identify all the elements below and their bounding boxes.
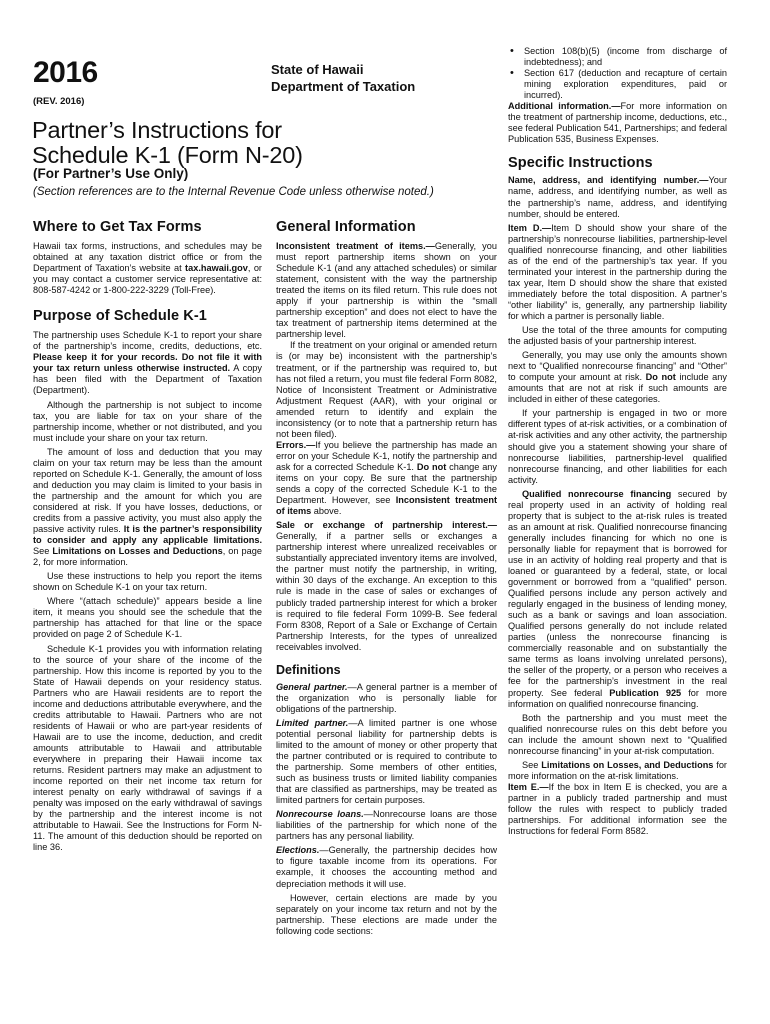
heading-specific-instructions: Specific Instructions xyxy=(508,155,653,172)
title-line-2: Schedule K-1 (Form N-20) xyxy=(32,142,303,168)
title-line-1: Partner’s Instructions for xyxy=(32,117,282,143)
paragraph-purpose-5: Where “(attach schedule)” appears beside a line item, it means you should see the schedule that the partnership has attached for that line or the space provided on page 2 of Schedule K-1. xyxy=(33,596,262,640)
paragraph-errors: Errors.—If you believe the partnership has made an error on your Schedule K-1, notify the partnership and ask for a corrected Schedule K-1. Do not change any items on your copy. Be sure that the partnership sends a copy of the corrected Schedule K-1 to the Department. However, see Inconsistent treatment of items above. xyxy=(276,439,498,517)
column-left xyxy=(33,219,262,853)
paragraph-limited-partner: Limited partner.—A limited partner is one whose potential personal liability for partnership debts is limited to the amount of money or other property that the partner contributed or is required to contribute to the partnership. Some members of other entities, such as business trusts or limited liability companies that are classified as partnerships, may be treated as limited partners for certain purposes. xyxy=(276,717,497,806)
election-code-list xyxy=(508,46,727,101)
paragraph-nonrecourse-loans: Nonrecourse loans.—Nonrecourse loans are those liabilities of the partnership for which none of the partners has any personal liability. xyxy=(276,809,497,842)
column-right xyxy=(508,46,727,837)
column-middle xyxy=(276,219,497,937)
list-item: • Section 108(b)(5) (income from discharge of indebtedness); and xyxy=(508,46,727,68)
heading-definitions: Definitions xyxy=(276,662,341,677)
revision-label: (REV. 2016) xyxy=(33,96,85,107)
paragraph-see-limitations: See Limitations on Losses, and Deductions for more information on the at-risk limitations. xyxy=(508,759,727,781)
agency-state: State of Hawaii xyxy=(271,62,364,77)
agency-department: Department of Taxation xyxy=(271,79,416,94)
website-link[interactable]: tax.hawaii.gov xyxy=(185,263,248,274)
paragraph-name-address: Name, address, and identifying number.—Your name, address, and identifying number, as well as the partnership’s name, address, and identifying number, should be entered. xyxy=(508,175,727,219)
paragraph-inconsistent-treatment: Inconsistent treatment of items.—Generally, you must report partnership items shown on your Schedule K-1 (and any attached schedules) or similar statement, consistent with the way the partnership treated the items on its filed return. This rule does not apply if your partnership is within the “small partnership exception” and does not elect to have the tax treatment of partnership items determined at the partnership level. xyxy=(276,241,497,340)
paragraph-inconsistent-treatment-2: If the treatment on your original or amended return is (or may be) inconsistent with the partnership’s treatment, or if the partnership was required to, but has not filed a return, you must file federal Form 8082, Notice of Inconsistent Treatment or Administrative Adjustment Request (AAR), with your original or amended return to identify and explain the inconsistency (or to note that a partnership return has not been filed). xyxy=(276,340,497,439)
paragraph-sale-or-exchange: Sale or exchange of partnership interest.—Generally, if a partner sells or exchanges a partnership interest where unrealized receivables or substantially appreciated inventory items are involved, the partner must notify the partnership, in writing, within 30 days of the exchange. An exception to this rule is made in the case of sales or exchanges of publicly traded partnership interest for which a broker is required to file federal Form 1099-B. See federal Form 8308, Report of a Sale or Exchange of Certain Partnership Interests, for the types of unrealized receivables involved. xyxy=(276,520,497,652)
paragraph-both-partnership: Both the partnership and you must meet the qualified nonrecourse rules on this debt before you can include the amount shown next to “Qualified nonrecourse financing” in your at-risk computation. xyxy=(508,712,727,756)
heading-general-information: General Information xyxy=(276,219,416,235)
paragraph-item-d: Item D.—Item D should show your share of the partnership’s nonrecourse liabilities, partnership-level qualified nonrecourse financing, and other liabilities as of the end of the partnership’s tax year. If you terminated your interest in the partnership during the tax year, Item D should show the share that existed immediately before the total disposition. A partner’s “other liability” is, generally, any partnership liability for which a partner is personally liable. xyxy=(508,222,727,321)
page-subtitle: (For Partner’s Use Only) xyxy=(33,166,189,181)
list-item: • Section 617 (deduction and recapture of certain mining exploration expenditures, paid or incurred). xyxy=(508,68,727,101)
paragraph-elections: Elections.—Generally, the partnership decides how to figure taxable income from its operations. For example, it chooses the accounting method and depreciation methods it will use. xyxy=(276,845,497,889)
paragraph-item-d-4: If your partnership is engaged in two or more different types of at-risk activities, or a combination of at-risk activities and any other activity, the partnership should give you a statement showing your share of nonrecourse liabilities, partnership-level qualified nonrecourse financing, and other liabilities for each activity. xyxy=(508,408,727,485)
heading-purpose: Purpose of Schedule K-1 xyxy=(33,308,207,325)
paragraph-elections-2: However, certain elections are made by you separately on your income tax return and not by the partnership. These elections are made under the following code sections: xyxy=(276,892,497,936)
paragraph-purpose-1: The partnership uses Schedule K-1 to report your share of the partnership’s income, credits, deductions, etc. Please keep it for your records. Do not file it with your tax return unless otherwise instructed. A copy has been filed with the Department of Taxation (Department). xyxy=(33,330,263,396)
paragraph-qualified-nonrecourse: Qualified nonrecourse financing secured by real property used in an activity of holding real property that is subject to the at-risk rules is treated as an amount at risk. Qualified nonrecourse financing generally includes financing for which no one is personally liable for repayment that is borrowed for use in an activity of holding real property and that is loaned or guaranteed by a federal, state, or local government or borrowed from a “qualified” person. Qualified persons include any person actively and regularly engaged in the business of lending money, such as a bank or savings and loan association. Qualified persons generally do not include related parties (unless the nonrecourse financing is commercially reasonable and on substantially the same terms as loans involving unrelated persons), the seller of the property, or a person who receives a fee for the partnership’s investment in the real property. See federal Publication 925 for more information on qualified nonrecourse financing. xyxy=(508,488,727,709)
heading-where-to-get-tax-forms: Where to Get Tax Forms xyxy=(33,219,202,235)
paragraph-purpose-6: Schedule K-1 provides you with information relating to the source of your share of the income of the partnership. How this income is reported by you to the State of Hawaii depends on your residency status. Partners who are Hawaii residents are to report the income and deductions attributable everywhere, and the credits attributable to Hawaii. Partners who are not residents of Hawaii or who are part-year residents of Hawaii are to use the income, deduction, and credit amounts attributable to Hawaii and attributable everywhere in preparing their Hawaii income tax returns. Resident partners may make an adjustment to income reported on their net income tax return for interest penalty on early withdrawal of savings if a penalty was imposed on the early withdrawal of savings by the partnership and the interest income is not attributable to Hawaii. See the Instructions for Form N-11. The amount of this deduction should be reported on line 36. xyxy=(33,643,262,853)
paragraph-additional-information: Additional information.—For more information on the treatment of partnership income, deductions, etc., see federal Publication 541, Partnerships; and federal Publication 535, Business Expenses. xyxy=(508,101,727,145)
paragraph-purpose-2: Although the partnership is not subject to income tax, you are liable for tax on your share of the partnership income, whether or not distributed, and you must include your share on your tax return. xyxy=(33,399,262,443)
form-year: 2016 xyxy=(33,56,98,89)
paragraph-purpose-3: The amount of loss and deduction that you may claim on your tax return may be less than the amount reported on Schedule K-1. Generally, the amount of loss and deduction you may claim is limited to your basis in the partnership and the amount for which you are considered at risk. If you have losses, deductions, or credits from a passive activity, you must also apply the passive activity rules. It is the partner’s responsibility to consider and apply any applicable limitations. See Limitations on Losses and Deductions, on page 2, for more information. xyxy=(33,446,262,568)
paragraph-where-to-get-forms: Hawaii tax forms, instructions, and schedules may be obtained at any taxation district office or from the Department of Taxation’s website at tax.hawaii.gov, or you may contact a customer service representative at: 808-587-4242 or 1-800-222-3229 (Toll-Free). xyxy=(33,241,262,296)
paragraph-item-d-2: Use the total of the three amounts for computing the adjusted basis of your partnership interest. xyxy=(508,325,727,347)
page-title xyxy=(32,118,303,168)
paragraph-purpose-4: Use these instructions to help you report the items shown on Schedule K-1 on your tax return. xyxy=(33,571,262,593)
paragraph-item-e: Item E.—If the box in Item E is checked, you are a partner in a publicly traded partnership and must follow the rules with respect to publicly traded partnerships. For additional information see the Instructions for federal Form 8582. xyxy=(508,781,727,837)
paragraph-general-partner: General partner.—A general partner is a member of the organization who is personally liable for obligations of the partnership. xyxy=(276,681,497,714)
section-reference-note: (Section references are to the Internal Revenue Code unless otherwise noted.) xyxy=(33,186,434,198)
paragraph-item-d-3: Generally, you may use only the amounts shown next to “Qualified nonrecourse financing” and “Other” to compute your amount at risk. Do not include any amounts that are not at risk if such amounts are included in either of these categories. xyxy=(508,350,727,405)
